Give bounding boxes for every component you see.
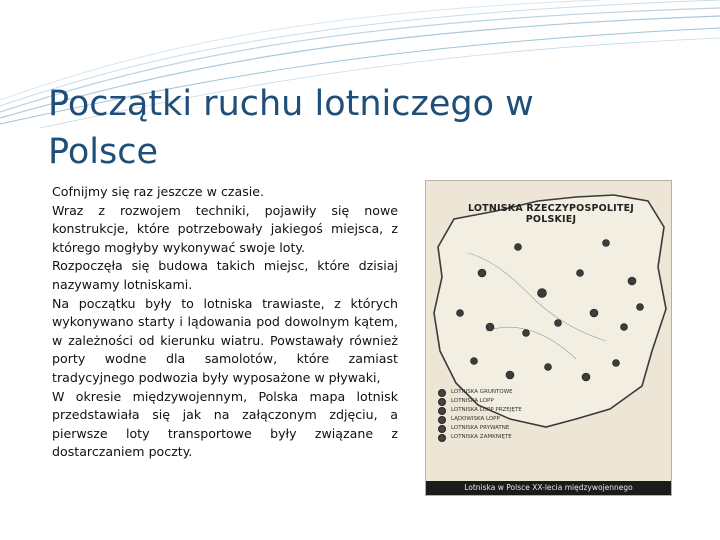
slide-title: Początki ruchu lotniczego w Polsce: [48, 84, 534, 172]
circle-icon: [438, 398, 446, 406]
paragraph: Cofnijmy się raz jeszcze w czasie.: [52, 184, 265, 199]
map-caption: Lotniska w Polsce XX-lecia międzywojennego: [426, 481, 671, 495]
legend-label: LOTNISKA ZAMKNIĘTE: [451, 434, 512, 440]
map-title: LOTNISKA RZECZYPOSPOLITEJ POLSKIEJ: [467, 203, 635, 225]
legend-item: [438, 433, 638, 442]
paragraph: Rozpoczęła się budowa takich miejsc, które dzisiaj nazywamy lotniskami.: [52, 258, 398, 292]
legend-label: LOTNISKA LOPP PRZEJĘTE: [451, 407, 522, 413]
circle-icon: [438, 416, 446, 424]
airfields-map-image: [425, 180, 672, 496]
circle-icon: [438, 434, 446, 442]
legend-label: LĄDOWISKA LOPP: [451, 416, 500, 422]
legend-item: [438, 424, 638, 433]
legend-label: LOTNISKA LOPP: [451, 398, 494, 404]
legend-item: [438, 406, 638, 415]
slide-body: [52, 183, 398, 462]
map-legend: [438, 388, 638, 442]
legend-item: [438, 415, 638, 424]
circle-icon: [438, 389, 446, 397]
legend-item: [438, 388, 638, 397]
circle-icon: [438, 425, 446, 433]
legend-label: LOTNISKA PRYWATNE: [451, 425, 510, 431]
circle-icon: [438, 407, 446, 415]
paragraph: Wraz z rozwojem techniki, pojawiły się nowe konstrukcje, które potrzebowały jakiegoś miejsca, z którego mogłyby wykonywać swoje loty.: [52, 202, 398, 255]
legend-item: [438, 397, 638, 406]
legend-label: LOTNISKA GRUNTOWE: [451, 389, 513, 395]
paragraph: Na początku były to lotniska trawiaste, z których wykonywano starty i lądowania pod dowolnym kątem, w zależności od kierunku wiatru. Powstawały również porty wodne dla samolotów, które zamiast tradycyjnego podwozia były wyposażone w pływaki,: [52, 295, 398, 385]
paragraph: W okresie międzywojennym, Polska mapa lotnisk przedstawiała się jak na załączonym zdjęciu, a pierwsze loty transportowe były związane z dostarczaniem poczty.: [52, 388, 398, 460]
